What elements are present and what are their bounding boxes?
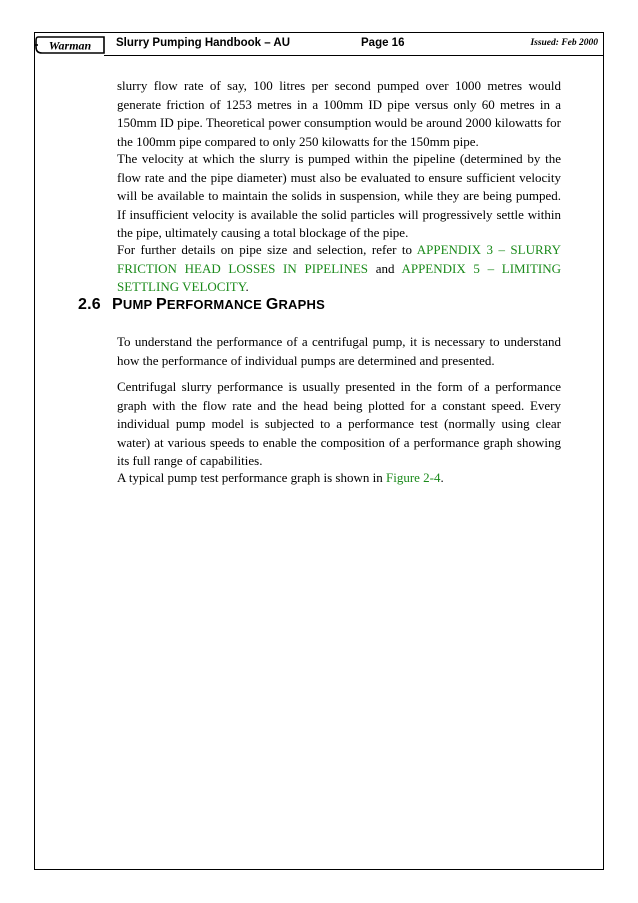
paragraph-4-block <box>117 333 561 370</box>
paragraph-1-block <box>117 77 561 151</box>
figure-2-4-link[interactable]: Figure 2-4 <box>385 470 441 485</box>
paragraph-6-intro: A typical pump test performance graph is shown in <box>117 470 386 485</box>
header-issued-date: Issued: Feb 2000 <box>530 38 598 48</box>
paragraph-3-end: . <box>245 279 249 294</box>
paragraph-5-block <box>117 378 561 471</box>
paragraph-2-block <box>117 150 561 243</box>
paragraph-6 <box>117 469 561 488</box>
header-page-number: Page 16 <box>361 37 405 49</box>
paragraph-3-intro: For further details on pipe size and selection, refer to <box>117 242 417 257</box>
section-heading: 2.6 PUMP PERFORMANCE GRAPHS <box>78 296 325 313</box>
paragraph-3-block <box>117 241 561 297</box>
warman-logo <box>34 33 108 57</box>
paragraph-2: The velocity at which the slurry is pumped within the pipeline (determined by the flow rate and the pipe diameter) must also be evaluated to ensure sufficient velocity will be available to maintain the solids in suspension, while they are being pumped. If insufficient velocity is available the solid particles will progressively settle within the pipe, ultimately causing a total blockage of the pipe. <box>117 151 561 240</box>
paragraph-5: Centrifugal slurry performance is usually presented in the form of a performance graph with the flow rate and the head being plotted for a constant speed. Every individual pump model is subjected to a performance test (normally using clear water) at various speeds to enable the composition of a performance graph showing its full range of capabilities. <box>117 379 561 468</box>
paragraph-3-and: and <box>368 260 402 276</box>
paragraph-6-block <box>117 469 561 488</box>
logo-text: Warman <box>48 38 92 53</box>
section-number: 2.6 <box>78 296 101 313</box>
appendix-5-link[interactable]: APPENDIX 5 – LIMITING SETTLING VELOCITY <box>117 260 561 294</box>
page-header <box>34 32 604 56</box>
paragraph-3 <box>117 241 561 297</box>
appendix-3-link[interactable]: APPENDIX 3 – SLURRY FRICTION HEAD LOSSES IN PIPELINES <box>117 242 561 276</box>
paragraph-6-end: . <box>440 470 444 485</box>
header-title: Slurry Pumping Handbook – AU <box>116 37 291 49</box>
paragraph-4: To understand the performance of a centrifugal pump, it is necessary to understand how the performance of individual pumps are determined and presented. <box>117 334 561 368</box>
paragraph-1: slurry flow rate of say, 100 litres per second pumped over 1000 metres would generate friction of 1253 metres in a 100mm ID pipe versus only 60 metres in a 150mm ID pipe. Theoretical power consumption would be around 2000 kilowatts for the 100mm pipe compared to only 250 kilowatts for the 150mm pipe. <box>117 78 561 149</box>
